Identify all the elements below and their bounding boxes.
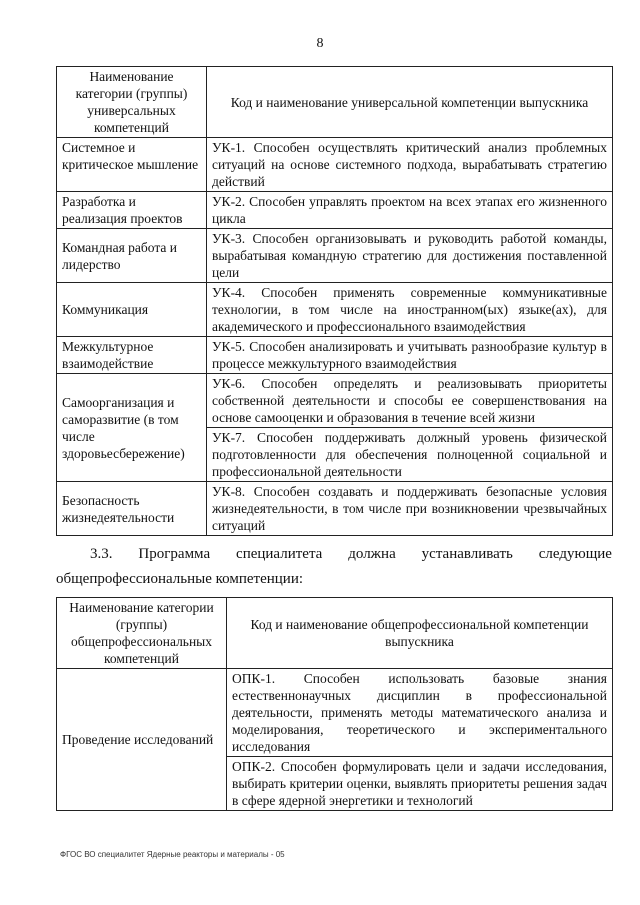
category-cell: Разработка и реализация проектов bbox=[57, 192, 207, 229]
competence-cell: УК-4. Способен применять современные коммуникативные технологии, в том числе на иностранном(ых) языке(ах), для академического и профессионального взаимодействия bbox=[207, 283, 613, 337]
category-cell: Безопасность жизнедеятельности bbox=[57, 482, 207, 536]
table-row bbox=[57, 482, 613, 536]
paragraph-word: должна bbox=[348, 546, 396, 562]
header-code: Код и наименование универсальной компетенции выпускника bbox=[207, 67, 613, 138]
competence-cell: УК-2. Способен управлять проектом на всех этапах его жизненного цикла bbox=[207, 192, 613, 229]
competence-cell: УК-1. Способен осуществлять критический анализ проблемных ситуаций на основе системного подхода, вырабатывать стратегию действий bbox=[207, 138, 613, 192]
general-professional-competencies-table bbox=[56, 597, 613, 811]
paragraph-word: специалитета bbox=[236, 546, 323, 562]
competence-cell: УК-6. Способен определять и реализовывать приоритеты собственной деятельности и способы ее совершенствования на основе самооценки и образования в течение всей жизни bbox=[207, 374, 613, 428]
category-cell: Коммуникация bbox=[57, 283, 207, 337]
competence-cell: УК-3. Способен организовывать и руководить работой команды, вырабатывая командную стратегию для достижения поставленной цели bbox=[207, 229, 613, 283]
table-row bbox=[57, 669, 613, 757]
category-cell: Межкультурное взаимодействие bbox=[57, 337, 207, 374]
competence-cell: ОПК-2. Способен формулировать цели и задачи исследования, выбирать критерии оценки, выявлять приоритеты решения задач в сфере ядерной энергетики и технологий bbox=[227, 757, 613, 811]
section-paragraph bbox=[90, 546, 612, 563]
header-category: Наименование категории (группы) общепрофессиональных компетенций bbox=[57, 598, 227, 669]
table-row bbox=[57, 374, 613, 428]
paragraph-word: устанавливать bbox=[421, 546, 513, 562]
universal-competencies-table bbox=[56, 66, 613, 536]
page-number: 8 bbox=[316, 36, 324, 51]
competence-cell: УК-5. Способен анализировать и учитывать разнообразие культур в процессе межкультурного взаимодействия bbox=[207, 337, 613, 374]
competence-cell: ОПК-1. Способен использовать базовые знания естественнонаучных дисциплин в профессиональной деятельности, применять методы математического анализа и моделирования, теоретического и экспериментального исследования bbox=[227, 669, 613, 757]
competence-cell: УК-7. Способен поддерживать должный уровень физической подготовленности для обеспечения полноценной социальной и профессиональной деятельности bbox=[207, 428, 613, 482]
paragraph-line: общепрофессиональные компетенции: bbox=[56, 571, 304, 587]
table-row bbox=[57, 229, 613, 283]
paragraph-word: Программа bbox=[138, 546, 211, 562]
table-row bbox=[57, 337, 613, 374]
paragraph-word: 3.3. bbox=[90, 546, 113, 562]
category-cell: Командная работа и лидерство bbox=[57, 229, 207, 283]
table-header-row bbox=[57, 67, 613, 138]
table-row bbox=[57, 192, 613, 229]
category-cell: Системное и критическое мышление bbox=[57, 138, 207, 192]
category-cell: Самоорганизация и саморазвитие (в том числе здоровьесбережение) bbox=[57, 374, 207, 482]
table-header-row bbox=[57, 598, 613, 669]
competence-cell: УК-8. Способен создавать и поддерживать безопасные условия жизнедеятельности, в том числе при возникновении чрезвычайных ситуаций bbox=[207, 482, 613, 536]
header-category: Наименование категории (группы) универсальных компетенций bbox=[57, 67, 207, 138]
table-row bbox=[57, 138, 613, 192]
header-code: Код и наименование общепрофессиональной компетенции выпускника bbox=[227, 598, 613, 669]
table-row bbox=[57, 283, 613, 337]
category-cell: Проведение исследований bbox=[57, 669, 227, 811]
paragraph-word: следующие bbox=[538, 546, 612, 562]
footer-text: ФГОС ВО специалитет Ядерные реакторы и материалы - 05 bbox=[60, 850, 285, 859]
